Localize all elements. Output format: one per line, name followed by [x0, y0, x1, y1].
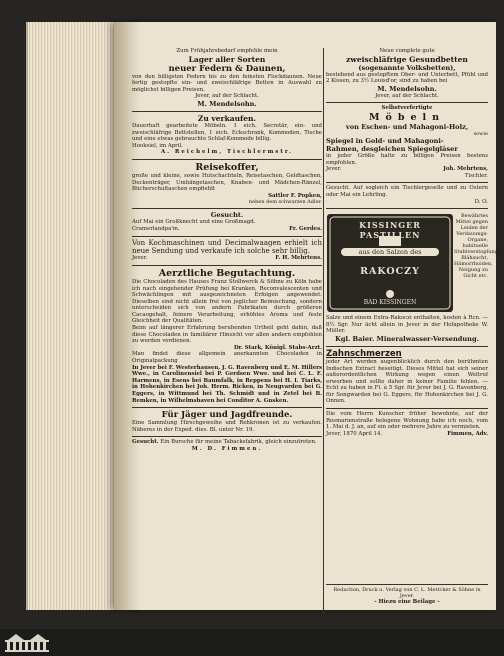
- ad-signature: Joh. Mehrtens,: [443, 166, 488, 173]
- ad-subheading: (sogenannte Volksbetten),: [358, 63, 456, 72]
- ad-text: bestehend aus gestopftem Ober- und Unterbett, Pfühl und 2 Kissen, zu 3½ Louisd'or, sind zu haben bei: [326, 71, 488, 85]
- ad-signature-row: [326, 166, 488, 173]
- kissinger-pastilles-seal-image: [327, 214, 453, 312]
- ad-signature: F. H. Mehrtens.: [275, 255, 322, 262]
- ad-signature: M. Mendelsohn.: [197, 99, 257, 108]
- ad-heading: Möbeln: [368, 111, 446, 123]
- ad-signature: A. Reichelm, Tischlermstr.: [160, 149, 294, 156]
- ad-heading: Reisekoffer,: [195, 161, 259, 173]
- ad-place: Hooksiel, im April.: [132, 142, 183, 149]
- ad-conjunction: sowie: [473, 130, 488, 137]
- ad-text: jeder Art werden augenblicklich durch den berühmten Indischen Extract beseitigt. Dieses Mittel hat sich seiner außerordentlichen Wirkung wegen einen Weltruf erworben und sollte daher in keiner Familie fehlen. — Echt zu haben in Fl. à 5 Sgr. für Jever bei J. G. Ravenberg, für Songwarden bei G. Eggers, für Hohenkirchen bei J. G. Onnen.: [326, 358, 488, 405]
- ad-heading: Aerztliche Begutachtung.: [158, 267, 296, 279]
- supplement-note: - Hiezu eine Beilage -: [374, 599, 440, 605]
- ad-signature: Kgl. Baier. Mineralwasser-Versendung.: [335, 334, 479, 343]
- ad-furniture-sale: [132, 112, 322, 160]
- ad-profession: Tischler.: [464, 172, 488, 179]
- seal-title: KISSINGER PASTILLEN: [359, 220, 421, 241]
- ad-apprentice: [326, 183, 488, 209]
- ad-place: Jever.: [326, 166, 342, 173]
- ad-heading: Rahmen, desgleichen Spiegelgläser: [326, 144, 458, 153]
- ad-heading: neuer Federn & Daunen,: [168, 63, 286, 74]
- ad-cooking-machines: [132, 237, 322, 266]
- pastilles-image-row: [326, 211, 500, 315]
- ad-heading: Zu verkaufen.: [197, 113, 257, 123]
- ad-signature: M. Mendelsohn.: [377, 84, 437, 93]
- ad-heading: Gesucht.: [132, 439, 159, 446]
- ad-signature: D. O.: [474, 198, 488, 205]
- ad-text: Die Chocoladen des Hauses Franz Stollwerck & Söhne zu Köln habe ich nach eingehender Prüfung bei Kranken, Reconvalescenten und Schwächlingen mit ausgezeichneten Erfolgen angewendet. Dieselben sind nicht allein frei von jeglicher Beimischung, sondern unterscheiden sich von andern Fabrikaten durch größeren Cacaogehalt, feinere Verarbeitung, erhöhtes Aroma und feste Gleichheit der Qualitäten.: [132, 278, 322, 325]
- ad-heading: Gesucht.: [210, 211, 244, 220]
- seal-subtitle: aus den Salzen des: [341, 248, 439, 256]
- ad-feathers: [132, 46, 322, 112]
- seal-name: RAKOCZY: [360, 266, 420, 278]
- ad-text-body: Ein Bursche für meine Tabacksfabrik, gleich einzutreten.: [160, 439, 317, 446]
- ad-signature-row: [326, 431, 488, 438]
- ad-signature: Dr. Stark, Königl. Stabs-Arzt.: [233, 344, 322, 351]
- ad-text: Von Kochmaschinen und Decimalwaagen erhielt ich neue Sendung und verkaufe ich solche sehr billig.: [132, 238, 322, 255]
- left-column: [132, 46, 322, 594]
- ad-signature: Fimmen, Adv.: [447, 430, 488, 437]
- ad-beds: [326, 46, 488, 103]
- library-building-logo: [4, 632, 50, 652]
- ad-apartment: [326, 409, 488, 440]
- ad-place: Jever.: [132, 255, 148, 262]
- ad-text: in jeder Größe halte zu billigen Preisen bestens empfohlen.: [326, 152, 488, 166]
- ad-place: Cramerlandpa'm.: [132, 225, 180, 232]
- ad-place: Jever, auf der Schlacht.: [195, 93, 259, 100]
- ad-subheading: von Eschen- und Mahagoni-Holz,: [345, 122, 469, 131]
- ad-signature: M. D. Fimmen.: [191, 445, 263, 452]
- ad-kissinger-pastilles: [326, 209, 500, 347]
- ad-text: Auf Mai ein Großknecht und eine Großmagd.: [132, 219, 256, 226]
- ad-place: Jever, auf der Schlacht.: [375, 92, 439, 99]
- ad-wanted-staff: [132, 209, 322, 236]
- ad-furniture-mirrors: [326, 103, 488, 183]
- right-column: [326, 46, 500, 594]
- ad-text: Salze und einem Extra-Rakoczi enthalten, kosten à Rcn. — 8½ Sgr. Nur ächt allein in Jever in der Hofapotheke W. Müller.: [326, 315, 488, 335]
- ad-intro: Zum Frühjahrsbedarf empfehle mein: [176, 48, 278, 54]
- ad-signature: Sattler F. Popken,: [268, 192, 322, 199]
- ad-intro: Neue complete gute: [379, 48, 435, 54]
- ad-heading: zweischläfrige Gesundbetten: [346, 54, 468, 64]
- ad-text: [132, 439, 322, 446]
- ad-signature-row: [132, 255, 322, 262]
- ad-text: Gesucht. Auf sogleich ein Tischlergeselle und zu Ostern oder Mai ein Lehrling.: [326, 185, 488, 198]
- ad-heading: Für Jäger und Jagdfreunde.: [161, 410, 293, 421]
- ad-place: Jever, 1870 April 14.: [326, 430, 383, 437]
- ad-text: Man findet diese allgemein anerkannten Chocoladen in Originalpackung: [132, 351, 322, 365]
- pastilles-side-text: Bewährtes Mittel gegen Leiden der Verdauungs-Organe, habituelle Stuhlverstopfung, Blähsucht, Hämorrhoiden, Neigung zu Gicht etc.: [454, 213, 500, 280]
- ad-text: Eine Sammlung Hirschgeweihe und Rehkronen ist zu verkaufen. Näheres in der Exped. dies. Bl. unter Nr. 19.: [132, 420, 322, 433]
- seal-bottom: BAD KISSINGEN: [363, 299, 417, 307]
- ad-tobacco: [132, 437, 322, 455]
- ad-medical-opinion: [132, 266, 322, 408]
- page-footer: [326, 584, 488, 606]
- ad-signature-row: [132, 226, 322, 233]
- ad-text: Dauerhaft gearbeitete Möbeln. 1 eich. Secretär, ein- und zweischläfrige Bettstellen, 1 eich. Eckschrank, Kommoden, Tische und eine etwas gebrauchte Schlaf-Kommode billig.: [132, 122, 322, 143]
- ad-heading: Lager aller Sorten: [188, 54, 266, 64]
- ad-address: neben dem schwarzen Adler.: [248, 199, 322, 206]
- column-divider: [323, 48, 324, 614]
- ad-text: von den billigsten Federn bis zu den feinsten Flockdaunen. Neue fertig gestopfte ein- und zweischläfrige Betten in Auswahl zu möglichst billigen Preisen.: [132, 73, 322, 93]
- newspaper-page: [114, 22, 500, 610]
- ad-heading: Spiegel in Gold- und Mahagoni-: [326, 136, 444, 145]
- ad-signature: Fr. Gerdes.: [289, 225, 322, 232]
- ad-heading: Zahnschmerzen: [326, 348, 402, 359]
- ad-hunters: [132, 408, 322, 437]
- ad-text: Beim auf längerer Erfahrung beruhenden Urtheil geht dahin, daß diese Chocoladen in familiärer Hinsicht vor allen andern empfohlen zu werden verdienen.: [132, 325, 322, 345]
- ad-text: große und kleine, sowie Hutschachteln, Reisetaschen, Geldtaschen, Deckenträger, Umhängetaschen, Knaben- und Mädchen-Ränzel, Bücherschultaschen empfiehlt: [132, 172, 322, 193]
- ad-toothache: [326, 347, 488, 409]
- imprint: Redaction, Druck u. Verlag von C. L. Mettcker & Söhne in Jever.: [333, 587, 481, 599]
- ad-vendors: In Jever bei F. Westerhausen, J. G. Ravenberg und E. M. Hillers Wwe., in Carolinensiel bei P. Gerdsen Wwe. und bei C. L. F. Harmens, in Esens bei Baumfalk, in Reppens bei H. I. Tiarks, in Hohenkirchen bei Joh. Herm. Ricken, in Neugvarden bei G. Eggers, in Wittmund bei Th. Schmidt und in Zetel bei B. Remken, in Wilhelmshaven bei Conditor A. Gnsken.: [132, 364, 322, 404]
- ad-intro: Selbstverfertigte: [381, 105, 433, 112]
- ad-trunks: [132, 160, 322, 209]
- ad-text: Die vom Herrn Kunscher früher bewohnte, auf der Rosmarienstraße belegene Wohnung habe ich noch, vom 1. Mai d. J. an, auf ein oder mehrere Jahre zu vermieten.: [326, 411, 488, 431]
